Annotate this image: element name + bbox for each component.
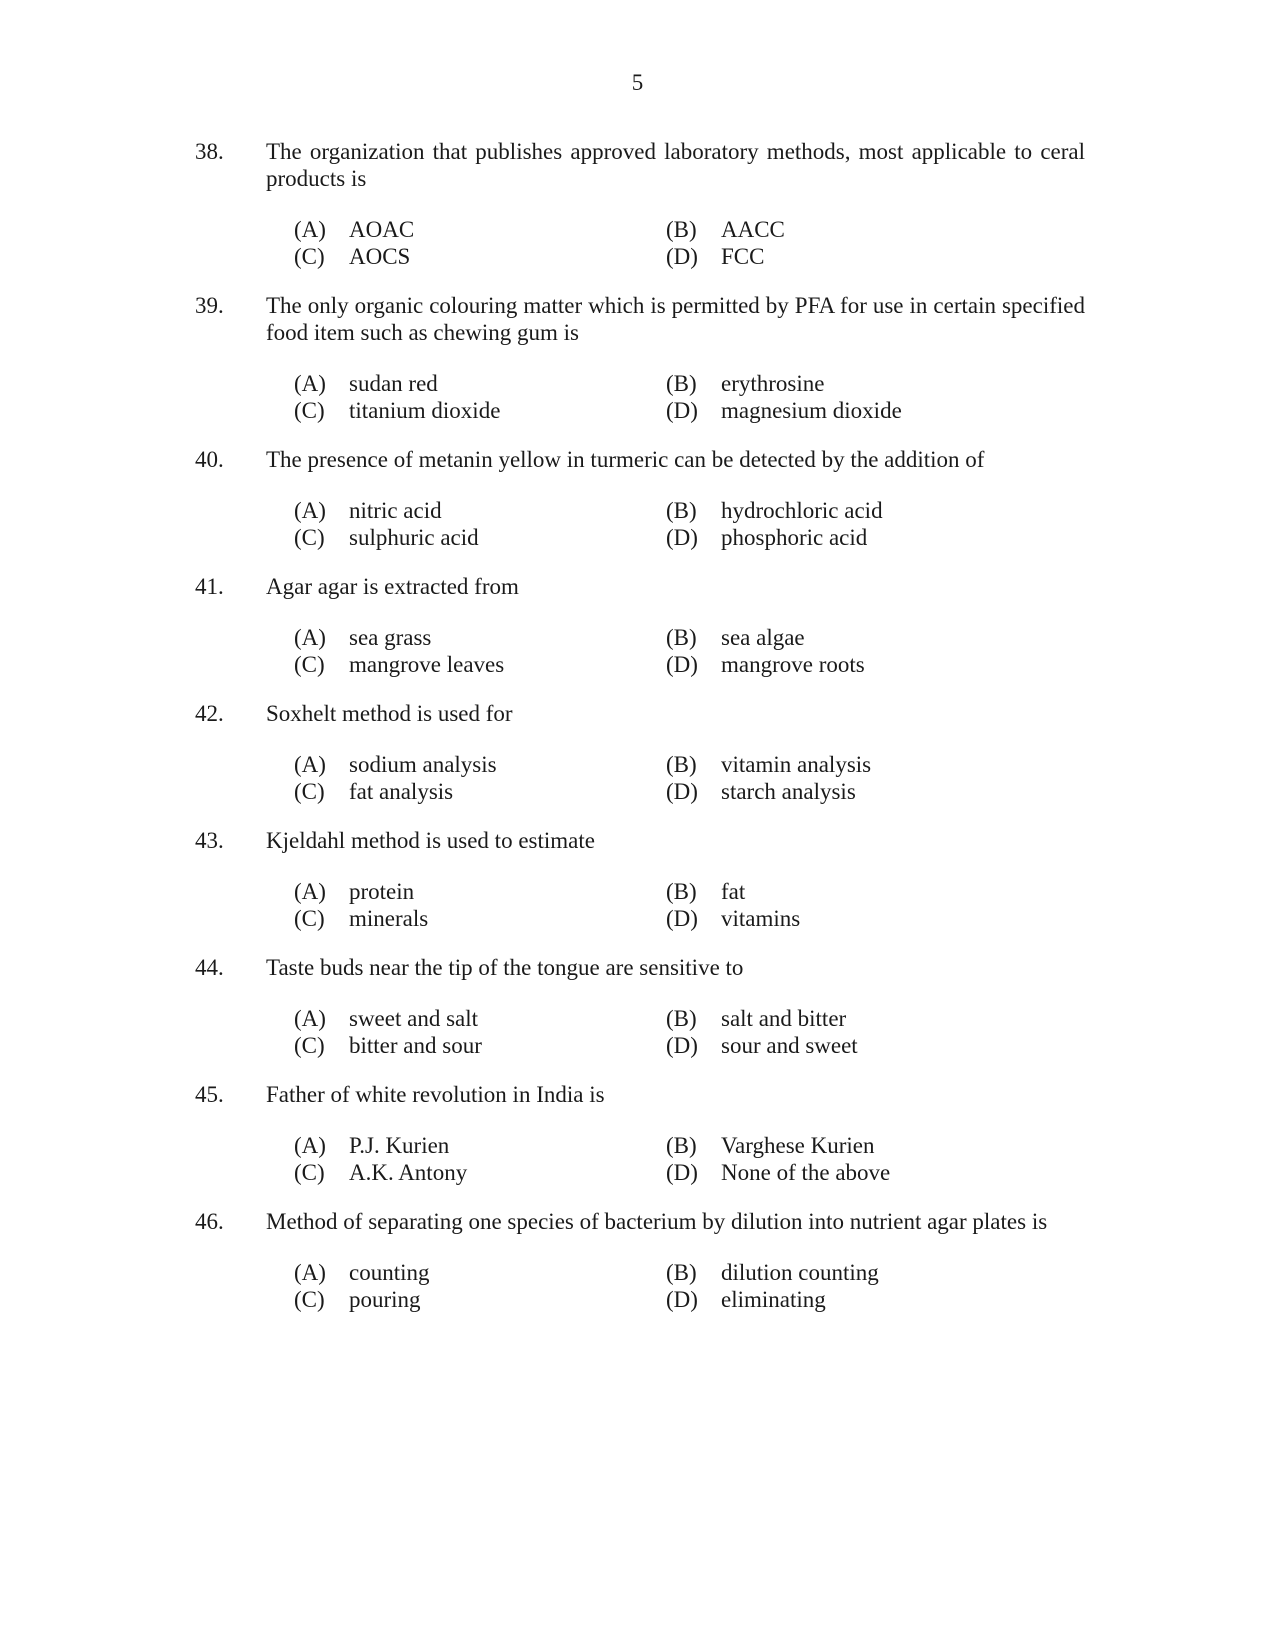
option-a xyxy=(294,1132,666,1159)
option-letter: (A) xyxy=(294,217,326,242)
option-letter: (C) xyxy=(294,398,325,423)
question-46 xyxy=(195,1208,1085,1313)
option-text: titanium dioxide xyxy=(349,398,501,423)
option-b xyxy=(666,370,966,397)
option-letter: (B) xyxy=(666,371,697,396)
question-number: 41. xyxy=(195,574,224,599)
option-letter: (D) xyxy=(666,779,698,804)
option-text: sulphuric acid xyxy=(349,525,479,550)
answer-options xyxy=(294,497,1085,551)
option-c xyxy=(294,651,666,678)
option-a xyxy=(294,624,666,651)
option-a xyxy=(294,1259,666,1286)
question-number: 44. xyxy=(195,955,224,980)
option-d xyxy=(666,905,966,932)
question-text: Soxhelt method is used for xyxy=(266,701,513,726)
option-b xyxy=(666,216,966,243)
answer-options xyxy=(294,878,1085,932)
option-letter: (A) xyxy=(294,1006,326,1031)
question-stem xyxy=(195,573,1085,600)
question-number: 46. xyxy=(195,1209,224,1234)
option-text: mangrove leaves xyxy=(349,652,505,677)
option-d xyxy=(666,778,966,805)
option-letter: (D) xyxy=(666,398,698,423)
option-a xyxy=(294,1005,666,1032)
option-letter: (D) xyxy=(666,1160,698,1185)
option-letter: (B) xyxy=(666,1260,697,1285)
option-a xyxy=(294,370,666,397)
option-text: vitamin analysis xyxy=(721,752,872,777)
question-stem xyxy=(195,292,1085,346)
option-a xyxy=(294,751,666,778)
question-39 xyxy=(195,292,1085,424)
option-c xyxy=(294,778,666,805)
option-text: fat xyxy=(721,879,746,904)
option-text: bitter and sour xyxy=(349,1033,482,1058)
option-letter: (B) xyxy=(666,498,697,523)
option-c xyxy=(294,1159,666,1186)
option-text: FCC xyxy=(721,244,765,269)
option-letter: (D) xyxy=(666,1287,698,1312)
option-text: dilution counting xyxy=(721,1260,879,1285)
question-42 xyxy=(195,700,1085,805)
option-text: sodium analysis xyxy=(349,752,497,777)
option-letter: (D) xyxy=(666,244,698,269)
option-text: magnesium dioxide xyxy=(721,398,902,423)
option-text: protein xyxy=(349,879,415,904)
option-d xyxy=(666,1286,966,1313)
question-text: Kjeldahl method is used to estimate xyxy=(266,828,595,853)
option-text: hydrochloric acid xyxy=(721,498,883,523)
option-letter: (C) xyxy=(294,1287,325,1312)
option-letter: (B) xyxy=(666,625,697,650)
option-text: vitamins xyxy=(721,906,801,931)
option-a xyxy=(294,497,666,524)
question-43 xyxy=(195,827,1085,932)
option-letter: (C) xyxy=(294,779,325,804)
question-stem xyxy=(195,446,1085,473)
option-text: A.K. Antony xyxy=(349,1160,468,1185)
option-letter: (A) xyxy=(294,498,326,523)
option-text: sudan red xyxy=(349,371,438,396)
option-d xyxy=(666,1159,966,1186)
question-number: 38. xyxy=(195,139,224,164)
answer-options xyxy=(294,370,1085,424)
option-b xyxy=(666,878,966,905)
question-38 xyxy=(195,138,1085,270)
option-text: sour and sweet xyxy=(721,1033,858,1058)
option-a xyxy=(294,216,666,243)
option-text: phosphoric acid xyxy=(721,525,868,550)
option-b xyxy=(666,624,966,651)
option-letter: (B) xyxy=(666,879,697,904)
question-text: The organization that publishes approved laboratory methods, most applicable to ceral products is xyxy=(266,139,1085,191)
answer-options xyxy=(294,216,1085,270)
question-40 xyxy=(195,446,1085,551)
question-number: 43. xyxy=(195,828,224,853)
option-text: starch analysis xyxy=(721,779,856,804)
question-41 xyxy=(195,573,1085,678)
option-letter: (A) xyxy=(294,879,326,904)
option-letter: (D) xyxy=(666,906,698,931)
option-letter: (C) xyxy=(294,1160,325,1185)
option-b xyxy=(666,1005,966,1032)
option-c xyxy=(294,397,666,424)
option-letter: (A) xyxy=(294,1133,326,1158)
option-text: P.J. Kurien xyxy=(349,1133,450,1158)
question-stem xyxy=(195,700,1085,727)
option-text: AOAC xyxy=(349,217,415,242)
option-text: sea algae xyxy=(721,625,805,650)
option-letter: (C) xyxy=(294,652,325,677)
question-stem xyxy=(195,138,1085,192)
question-45 xyxy=(195,1081,1085,1186)
option-letter: (D) xyxy=(666,652,698,677)
option-text: minerals xyxy=(349,906,429,931)
option-c xyxy=(294,1032,666,1059)
question-text: Father of white revolution in India is xyxy=(266,1082,605,1107)
option-letter: (B) xyxy=(666,217,697,242)
option-text: sea grass xyxy=(349,625,432,650)
option-letter: (D) xyxy=(666,1033,698,1058)
question-number: 42. xyxy=(195,701,224,726)
answer-options xyxy=(294,751,1085,805)
answer-options xyxy=(294,1005,1085,1059)
option-text: None of the above xyxy=(721,1160,891,1185)
option-letter: (C) xyxy=(294,244,325,269)
option-letter: (A) xyxy=(294,752,326,777)
option-text: salt and bitter xyxy=(721,1006,847,1031)
option-text: Varghese Kurien xyxy=(721,1133,875,1158)
option-b xyxy=(666,1259,966,1286)
question-text: Method of separating one species of bacterium by dilution into nutrient agar plates is xyxy=(266,1209,1048,1234)
option-letter: (C) xyxy=(294,525,325,550)
question-stem xyxy=(195,1208,1085,1235)
option-letter: (A) xyxy=(294,625,326,650)
question-text: Agar agar is extracted from xyxy=(266,574,519,599)
page-number: 5 xyxy=(631,70,644,95)
option-letter: (B) xyxy=(666,752,697,777)
option-d xyxy=(666,524,966,551)
option-letter: (B) xyxy=(666,1133,697,1158)
option-b xyxy=(666,751,966,778)
option-letter: (A) xyxy=(294,371,326,396)
option-text: AACC xyxy=(721,217,785,242)
option-letter: (C) xyxy=(294,906,325,931)
option-text: erythrosine xyxy=(721,371,825,396)
answer-options xyxy=(294,624,1085,678)
option-text: AOCS xyxy=(349,244,411,269)
option-c xyxy=(294,905,666,932)
option-text: eliminating xyxy=(721,1287,826,1312)
option-text: counting xyxy=(349,1260,430,1285)
option-text: mangrove roots xyxy=(721,652,865,677)
option-text: sweet and salt xyxy=(349,1006,479,1031)
question-stem xyxy=(195,1081,1085,1108)
option-d xyxy=(666,1032,966,1059)
option-c xyxy=(294,524,666,551)
question-number: 40. xyxy=(195,447,224,472)
question-stem xyxy=(195,827,1085,854)
question-stem xyxy=(195,954,1085,981)
question-text: Taste buds near the tip of the tongue are sensitive to xyxy=(266,955,744,980)
question-number: 39. xyxy=(195,293,224,318)
option-b xyxy=(666,1132,966,1159)
option-d xyxy=(666,651,966,678)
option-text: fat analysis xyxy=(349,779,454,804)
option-c xyxy=(294,1286,666,1313)
option-d xyxy=(666,397,966,424)
option-text: pouring xyxy=(349,1287,421,1312)
answer-options xyxy=(294,1132,1085,1186)
option-letter: (B) xyxy=(666,1006,697,1031)
option-a xyxy=(294,878,666,905)
option-c xyxy=(294,243,666,270)
question-44 xyxy=(195,954,1085,1059)
answer-options xyxy=(294,1259,1085,1313)
question-text: The presence of metanin yellow in turmeric can be detected by the addition of xyxy=(266,447,985,472)
question-text: The only organic colouring matter which is permitted by PFA for use in certain specified food item such as chewing gum is xyxy=(266,293,1085,345)
question-list xyxy=(195,138,1085,1335)
option-text: nitric acid xyxy=(349,498,442,523)
option-letter: (A) xyxy=(294,1260,326,1285)
option-letter: (D) xyxy=(666,525,698,550)
option-d xyxy=(666,243,966,270)
option-letter: (C) xyxy=(294,1033,325,1058)
question-number: 45. xyxy=(195,1082,224,1107)
option-b xyxy=(666,497,966,524)
